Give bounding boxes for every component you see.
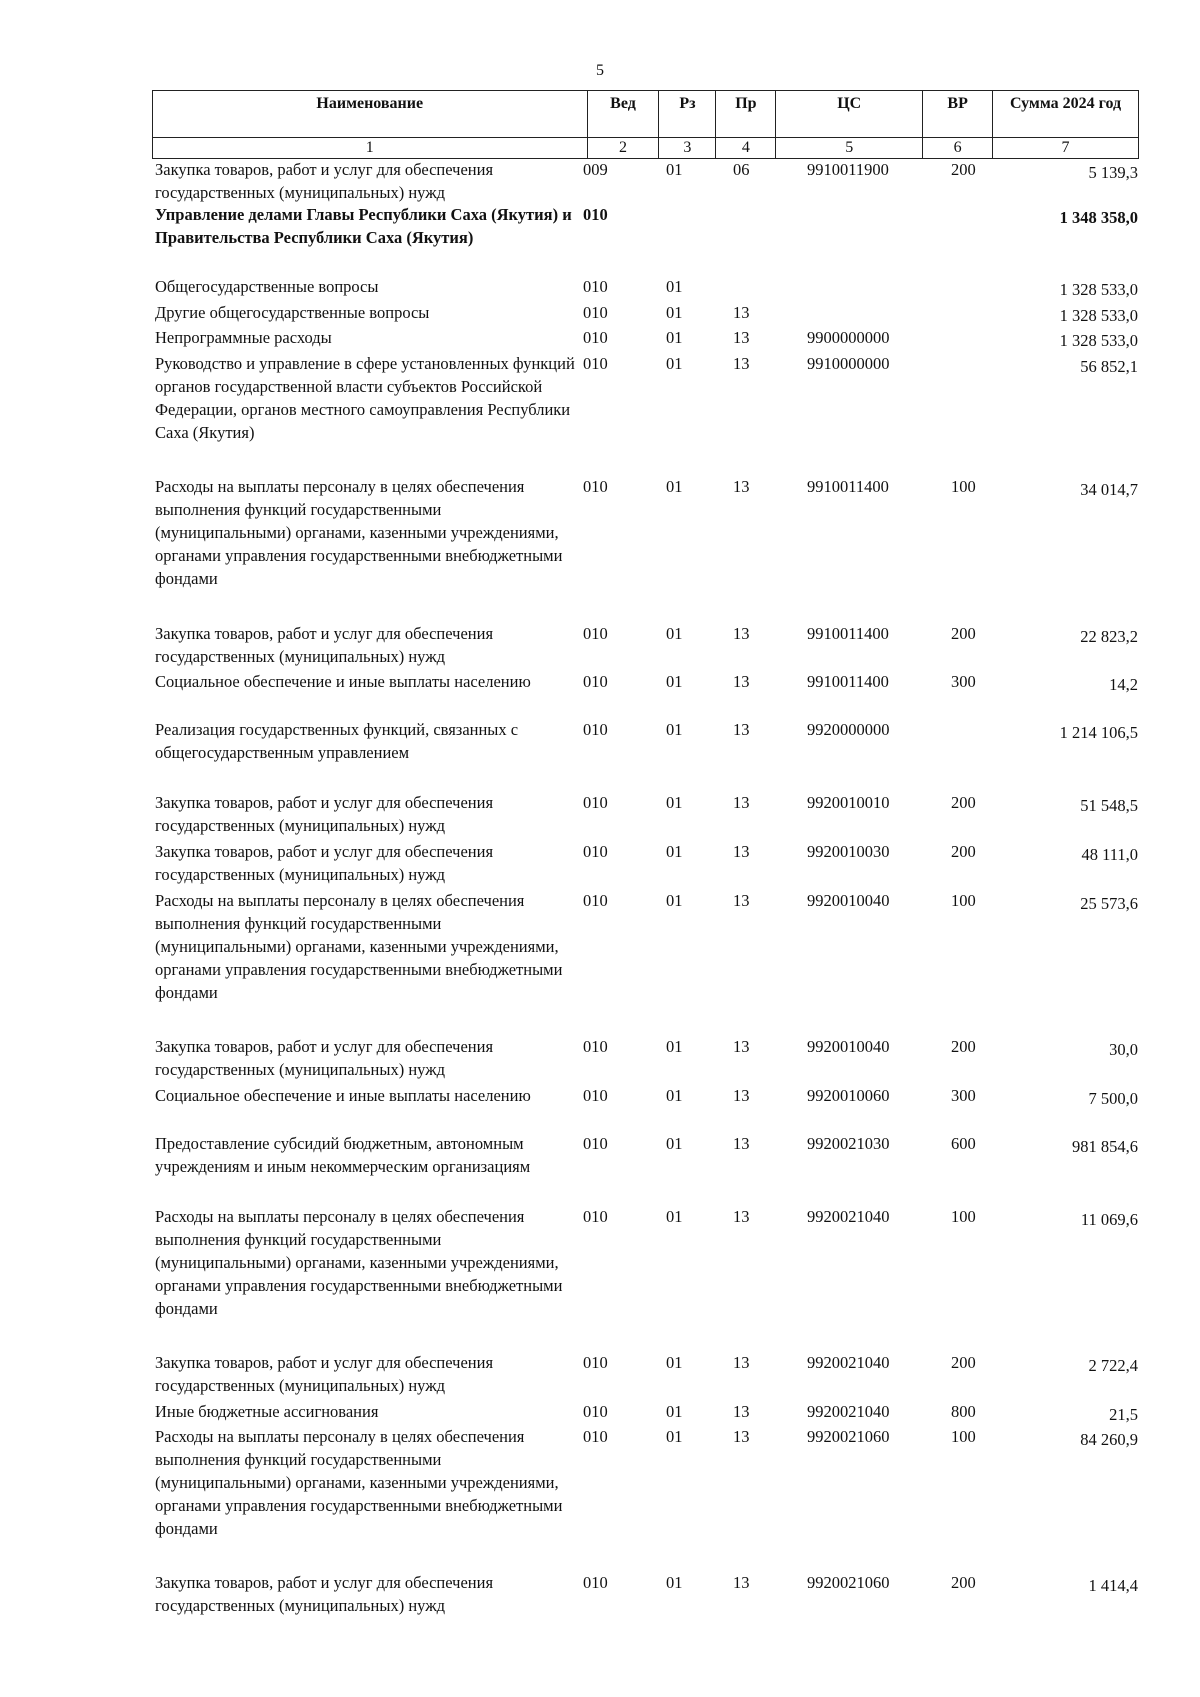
table-header	[152, 90, 1139, 159]
row-pr: 13	[733, 672, 750, 691]
row-ved: 010	[583, 891, 608, 910]
table-row	[152, 718, 1142, 791]
row-pr: 13	[733, 842, 750, 861]
row-ved: 010	[583, 672, 608, 691]
table-row	[152, 889, 1142, 1035]
column-number: 5	[776, 138, 923, 159]
row-ved: 010	[583, 1573, 608, 1592]
row-vr: 300	[951, 672, 976, 691]
table-row	[152, 275, 1142, 301]
column-header-name: Наименование	[153, 91, 588, 138]
row-sum: 22 823,2	[1080, 627, 1138, 646]
table-row	[152, 158, 1142, 203]
table-row	[152, 1205, 1142, 1351]
row-rz: 01	[666, 160, 683, 179]
row-name: Расходы на выплаты персоналу в целях обеспечения выполнения функций государственными (муниципальными) органами, казенными учреждениями, органами управления государственными внебюджетными фондами	[155, 891, 563, 1002]
row-ved: 010	[583, 1353, 608, 1372]
row-cs: 9920010030	[807, 842, 890, 861]
row-ved: 010	[583, 277, 608, 296]
row-vr: 200	[951, 1037, 976, 1056]
row-cs: 9920021030	[807, 1134, 890, 1153]
column-number: 1	[153, 138, 588, 159]
row-sum: 1 328 533,0	[1059, 331, 1138, 350]
row-sum: 1 214 106,5	[1059, 723, 1138, 742]
table-row	[152, 1400, 1142, 1425]
row-pr: 13	[733, 354, 750, 373]
row-name: Непрограммные расходы	[155, 328, 332, 347]
row-sum: 11 069,6	[1080, 1210, 1138, 1229]
row-rz: 01	[666, 303, 683, 322]
row-pr: 13	[733, 328, 750, 347]
row-rz: 01	[666, 1402, 683, 1421]
row-ved: 010	[583, 477, 608, 496]
table-row	[152, 840, 1142, 889]
budget-table-body	[152, 158, 1142, 1619]
table-row	[152, 1035, 1142, 1084]
row-rz: 01	[666, 328, 683, 347]
row-pr: 13	[733, 1086, 750, 1105]
row-name: Закупка товаров, работ и услуг для обеспечения государственных (муниципальных) нужд	[155, 842, 494, 884]
row-ved: 010	[583, 720, 608, 739]
row-ved: 010	[583, 1086, 608, 1105]
row-sum: 7 500,0	[1088, 1089, 1138, 1108]
row-name: Иные бюджетные ассигнования	[155, 1402, 379, 1421]
row-ved: 010	[583, 205, 608, 224]
row-sum: 48 111,0	[1081, 845, 1138, 864]
column-number: 2	[587, 138, 659, 159]
column-number: 7	[993, 138, 1139, 159]
row-sum: 981 854,6	[1072, 1137, 1138, 1156]
row-pr: 13	[733, 1037, 750, 1056]
row-pr: 13	[733, 891, 750, 910]
row-sum: 21,5	[1109, 1405, 1138, 1424]
page-number: 5	[596, 62, 604, 79]
table-row	[152, 670, 1142, 718]
row-name: Социальное обеспечение и иные выплаты населению	[155, 672, 531, 691]
table-row	[152, 622, 1142, 670]
row-name: Предоставление субсидий бюджетным, автономным учреждениям и иным некоммерческим организациям	[155, 1134, 531, 1176]
row-pr: 13	[733, 793, 750, 812]
row-name: Руководство и управление в сфере установленных функций органов государственной власти субъектов Российской Федерации, органов местного самоуправления Республики Саха (Якутия)	[155, 354, 575, 442]
row-cs: 9910011400	[807, 672, 889, 691]
row-vr: 100	[951, 891, 976, 910]
row-vr: 100	[951, 1427, 976, 1446]
row-vr: 200	[951, 842, 976, 861]
row-pr: 06	[733, 160, 750, 179]
row-name: Социальное обеспечение и иные выплаты населению	[155, 1086, 531, 1105]
table-row	[152, 1084, 1142, 1132]
row-name: Другие общегосударственные вопросы	[155, 303, 430, 322]
row-rz: 01	[666, 624, 683, 643]
column-header-sum: Сумма 2024 год	[993, 91, 1139, 138]
table-row	[152, 791, 1142, 840]
table-row	[152, 301, 1142, 326]
row-vr: 200	[951, 624, 976, 643]
row-name: Закупка товаров, работ и услуг для обеспечения государственных (муниципальных) нужд	[155, 1037, 494, 1079]
row-sum: 56 852,1	[1080, 357, 1138, 376]
row-rz: 01	[666, 1427, 683, 1446]
row-pr: 13	[733, 1353, 750, 1372]
row-cs: 9920000000	[807, 720, 890, 739]
table-row	[152, 352, 1142, 475]
row-pr: 13	[733, 720, 750, 739]
row-cs: 9920010040	[807, 1037, 890, 1056]
row-pr: 13	[733, 1427, 750, 1446]
table-row	[152, 203, 1142, 275]
row-sum: 14,2	[1109, 675, 1138, 694]
row-ved: 010	[583, 1207, 608, 1226]
row-sum: 30,0	[1109, 1040, 1138, 1059]
row-rz: 01	[666, 842, 683, 861]
row-pr: 13	[733, 624, 750, 643]
row-pr: 13	[733, 303, 750, 322]
row-ved: 010	[583, 842, 608, 861]
row-pr: 13	[733, 1573, 750, 1592]
row-pr: 13	[733, 1402, 750, 1421]
row-name: Закупка товаров, работ и услуг для обеспечения государственных (муниципальных) нужд	[155, 793, 494, 835]
row-sum: 1 328 533,0	[1059, 306, 1138, 325]
row-cs: 9920021060	[807, 1573, 890, 1592]
row-rz: 01	[666, 1086, 683, 1105]
row-cs: 9910011400	[807, 624, 889, 643]
row-ved: 010	[583, 1134, 608, 1153]
row-name: Расходы на выплаты персоналу в целях обеспечения выполнения функций государственными (муниципальными) органами, казенными учреждениями, органами управления государственными внебюджетными фондами	[155, 477, 563, 588]
row-cs: 9920021040	[807, 1207, 890, 1226]
row-vr: 100	[951, 1207, 976, 1226]
row-sum: 1 414,4	[1088, 1576, 1138, 1595]
row-name: Закупка товаров, работ и услуг для обеспечения государственных (муниципальных) нужд	[155, 1353, 494, 1395]
row-cs: 9920010060	[807, 1086, 890, 1105]
row-pr: 13	[733, 1207, 750, 1226]
row-name: Общегосударственные вопросы	[155, 277, 379, 296]
row-ved: 010	[583, 793, 608, 812]
row-rz: 01	[666, 672, 683, 691]
row-sum: 25 573,6	[1080, 894, 1138, 913]
column-number: 6	[923, 138, 993, 159]
row-ved: 010	[583, 1427, 608, 1446]
column-header-ved: Вед	[587, 91, 659, 138]
row-cs: 9920010040	[807, 891, 890, 910]
table-row	[152, 326, 1142, 352]
row-rz: 01	[666, 891, 683, 910]
row-name: Закупка товаров, работ и услуг для обеспечения государственных (муниципальных) нужд	[155, 1573, 494, 1615]
column-header-cs: ЦС	[776, 91, 923, 138]
row-ved: 009	[583, 160, 608, 179]
row-rz: 01	[666, 1037, 683, 1056]
row-cs: 9910011900	[807, 160, 889, 179]
column-header-pr: Пр	[716, 91, 776, 138]
row-name: Закупка товаров, работ и услуг для обеспечения государственных (муниципальных) нужд	[155, 160, 494, 202]
row-cs: 9910011400	[807, 477, 889, 496]
table-row	[152, 1571, 1142, 1619]
row-sum: 51 548,5	[1080, 796, 1138, 815]
row-name: Расходы на выплаты персоналу в целях обеспечения выполнения функций государственными (муниципальными) органами, казенными учреждениями, органами управления государственными внебюджетными фондами	[155, 1427, 563, 1538]
table-row	[152, 1132, 1142, 1205]
row-cs: 9900000000	[807, 328, 890, 347]
row-ved: 010	[583, 328, 608, 347]
row-rz: 01	[666, 354, 683, 373]
row-rz: 01	[666, 1573, 683, 1592]
row-ved: 010	[583, 303, 608, 322]
table-row	[152, 475, 1142, 622]
row-sum: 2 722,4	[1088, 1356, 1138, 1375]
row-vr: 800	[951, 1402, 976, 1421]
row-pr: 13	[733, 477, 750, 496]
row-rz: 01	[666, 477, 683, 496]
row-vr: 200	[951, 793, 976, 812]
row-vr: 200	[951, 160, 976, 179]
row-sum: 34 014,7	[1080, 480, 1138, 499]
row-name: Закупка товаров, работ и услуг для обеспечения государственных (муниципальных) нужд	[155, 624, 494, 666]
row-vr: 100	[951, 477, 976, 496]
row-vr: 300	[951, 1086, 976, 1105]
row-name: Управление делами Главы Республики Саха (Якутия) и Правительства Республики Саха (Якутия)	[155, 205, 572, 247]
column-number: 3	[659, 138, 716, 159]
row-cs: 9920010010	[807, 793, 890, 812]
row-sum: 1 348 358,0	[1059, 208, 1138, 227]
row-name: Реализация государственных функций, связанных с общегосударственным управлением	[155, 720, 519, 762]
row-rz: 01	[666, 720, 683, 739]
table-row	[152, 1425, 1142, 1571]
column-header-rz: Рз	[659, 91, 716, 138]
row-cs: 9920021040	[807, 1353, 890, 1372]
row-ved: 010	[583, 1037, 608, 1056]
row-rz: 01	[666, 1207, 683, 1226]
column-number: 4	[716, 138, 776, 159]
row-ved: 010	[583, 1402, 608, 1421]
row-rz: 01	[666, 1353, 683, 1372]
column-header-vr: ВР	[923, 91, 993, 138]
row-pr: 13	[733, 1134, 750, 1153]
row-ved: 010	[583, 624, 608, 643]
row-vr: 200	[951, 1353, 976, 1372]
row-name: Расходы на выплаты персоналу в целях обеспечения выполнения функций государственными (муниципальными) органами, казенными учреждениями, органами управления государственными внебюджетными фондами	[155, 1207, 563, 1318]
row-rz: 01	[666, 277, 683, 296]
row-cs: 9920021060	[807, 1427, 890, 1446]
row-ved: 010	[583, 354, 608, 373]
row-sum: 84 260,9	[1080, 1430, 1138, 1449]
row-vr: 200	[951, 1573, 976, 1592]
row-sum: 1 328 533,0	[1059, 280, 1138, 299]
row-rz: 01	[666, 793, 683, 812]
row-cs: 9920021040	[807, 1402, 890, 1421]
row-vr: 600	[951, 1134, 976, 1153]
row-sum: 5 139,3	[1088, 163, 1138, 182]
row-cs: 9910000000	[807, 354, 890, 373]
row-rz: 01	[666, 1134, 683, 1153]
table-row	[152, 1351, 1142, 1400]
